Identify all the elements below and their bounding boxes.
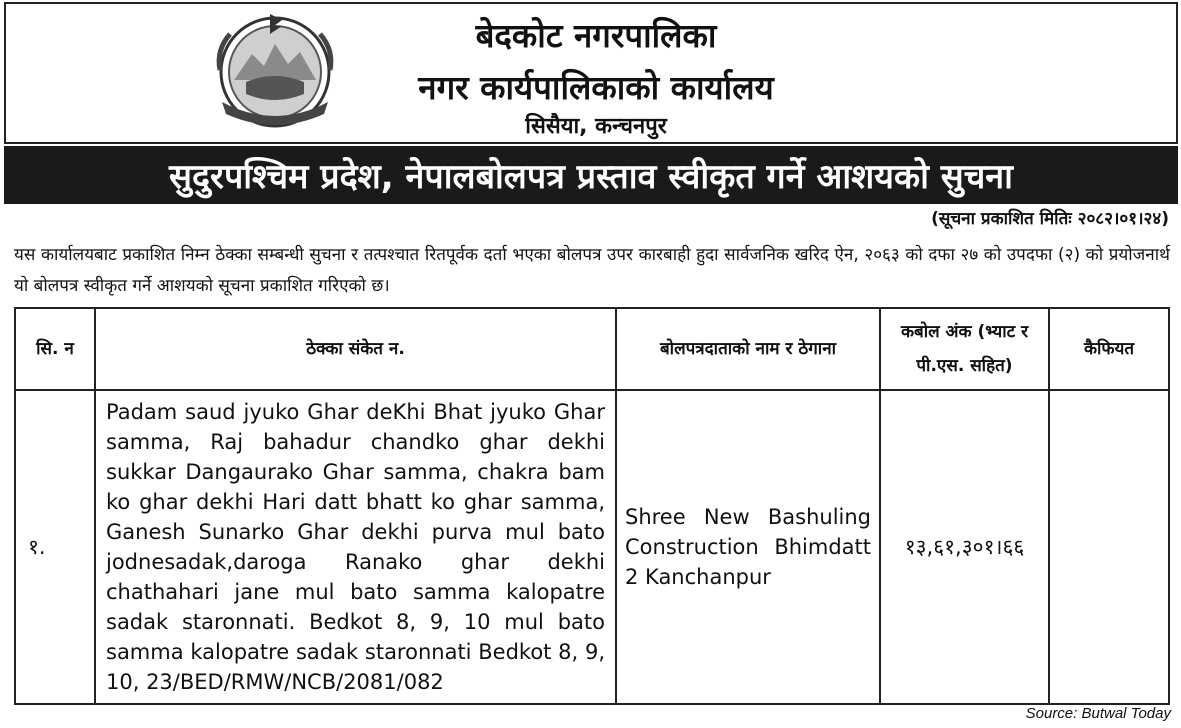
cell-serial-no: १. [15, 390, 95, 704]
publication-date: (सूचना प्रकाशित मितिः २०८२।०१।२४) [931, 209, 1169, 229]
header-bid-amount: कबोल अंक (भ्याट र पी.एस. सहित) [880, 308, 1049, 390]
table-header-row [15, 308, 1169, 390]
intro-paragraph: यस कार्यालयबाट प्रकाशित निम्न ठेक्का सम्बन्धी सुचना र तत्पश्चात रितपूर्वक दर्ता भएका बोलपत्र उपर कारबाही हुदा सार्वजनिक खरिद ऐन, २०६३ को दफा २७ को उपदफा (२) को प्रयोजनार्थ यो बोलपत्र स्वीकृत गर्ने आशयको सूचना प्रकाशित गरिएको छ। [14, 245, 1170, 296]
notice-header [4, 2, 1178, 144]
cell-contract-description: Padam saud jyuko Ghar deKhi Bhat jyuko Ghar samma, Raj bahadur chandko ghar dekhi sukkar Dangaurako Ghar samma, chakra bam ko ghar dekhi Hari datt bhatt ko ghar samma, Ganesh Sunarko Ghar dekhi purva mul bato jodnesadak,daroga Ranako ghar dekhi chathahari jane mul bato samma kalopatre sadak staronnati. Bedkot 8, 9, 10 mul bato samma kalopatre sadak staronnati Bedkot 8, 9, 10, 23/BED/RMW/NCB/2081/082 [95, 390, 616, 704]
bid-acceptance-table [14, 307, 1170, 705]
source-credit: Source: Butwal Today [1025, 705, 1171, 722]
office-title: नगर कार्यपालिकाको कार्यालय [418, 68, 774, 107]
header-remarks: कैफियत [1049, 308, 1169, 390]
header-contract-no: ठेक्का संकेत न. [95, 308, 616, 390]
header-bidder-name: बोलपत्रदाताको नाम र ठेगाना [616, 308, 880, 390]
cell-remarks [1049, 390, 1169, 704]
cell-amount: १३,६१,३०१।६६ [880, 390, 1049, 704]
office-name: बेदकोट नगरपालिका [475, 16, 717, 55]
cell-bidder: Shree New Bashuling Construction Bhimdatt 2 Kanchanpur [616, 390, 880, 704]
header-serial-no: सि. न [15, 308, 95, 390]
nepal-government-emblem-icon [212, 10, 338, 134]
table-row [15, 390, 1169, 704]
notice-title-banner: सुदुरपश्चिम प्रदेश, नेपालबोलपत्र प्रस्ताव स्वीकृत गर्ने आशयको सुचना [4, 146, 1178, 204]
office-location: सिसैया, कन्चनपुर [525, 114, 667, 139]
